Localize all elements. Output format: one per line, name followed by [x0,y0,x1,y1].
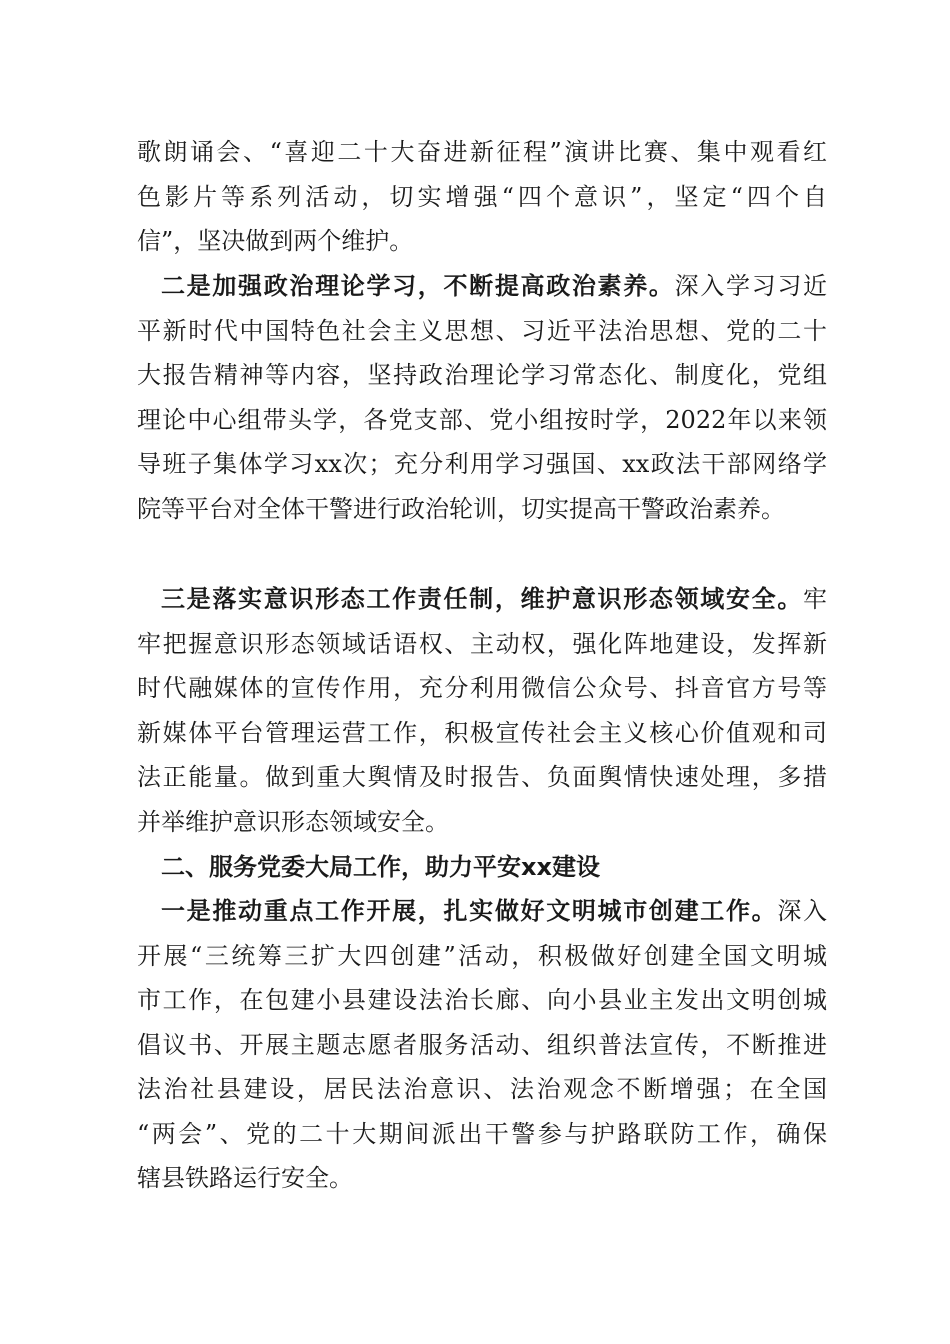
paragraph-line: 市工作，在包建小县建设法治长廊、向小县业主发出文明创城 [137,986,827,1014]
paragraph-first-line [137,577,827,622]
paragraph-first-line-rest: 深入 [777,897,828,925]
paragraph-line: 牢把握意识形态领域话语权、主动权，强化阵地建设，发挥新 [137,629,827,658]
paragraph-line: 信”，坚决做到两个维护。 [137,227,414,255]
paragraph-line: 法正能量。做到重大舆情及时报告、负面舆情快速处理，多措 [137,763,827,791]
paragraph-line: 导班子集体学习xx次；充分利用学习强国、xx政法干部网络学 [137,450,827,478]
paragraph-line: 平新时代中国特色社会主义思想、习近平法治思想、党的二十 [137,316,827,345]
paragraph-line: 歌朗诵会、“喜迎二十大奋进新征程”演讲比赛、集中观看红 [137,138,827,166]
paragraph-civilization [137,889,827,1201]
paragraph-first-line [137,889,827,934]
paragraph-line: 开展“三统筹三扩大四创建”活动，积极做好创建全国文明城 [137,941,827,970]
paragraph-lead-sentence: 一是推动重点工作开展，扎实做好文明城市创建工作。 [161,897,778,925]
paragraph-continued [137,130,827,264]
paragraph-first-line [137,264,827,309]
paragraph-lead-sentence: 二是加强政治理论学习，不断提高政治素养。 [161,272,675,300]
paragraph-line: 理论中心组带头学，各党支部、党小组按时学，2022年以来领 [137,405,827,434]
paragraph-line: 并举维护意识形态领域安全。 [137,807,449,836]
paragraph-line: “两会”、党的二十大期间派出干警参与护路联防工作，确保 [137,1119,827,1148]
paragraph-line: 院等平台对全体干警进行政治轮训，切实提高干警政治素养。 [137,494,785,523]
paragraph-lead-sentence: 三是落实意识形态工作责任制，维护意识形态领域安全。 [161,585,803,613]
paragraph-line: 辖县铁路运行安全。 [137,1164,353,1192]
paragraph-line: 色影片等系列活动，切实增强“四个意识”，坚定“四个自 [137,182,827,211]
paragraph-line: 倡议书、开展主题志愿者服务活动、组织普法宣传，不断推进 [137,1030,827,1059]
section-heading-block [137,845,827,890]
paragraph-line: 时代融媒体的宣传作用，充分利用微信公众号、抖音官方号等 [137,674,827,702]
paragraph-line: 大报告精神等内容，坚持政治理论学习常态化、制度化，党组 [137,361,827,389]
paragraph-theory-study [137,264,827,531]
paragraph-line: 新媒体平台管理运营工作，积极宣传社会主义核心价值观和司 [137,718,827,747]
paragraph-first-line-rest: 深入学习习近 [674,272,828,300]
paragraph-ideology [137,577,827,844]
paragraph-line: 法治社县建设，居民法治意识、法治观念不断增强；在全国 [137,1075,827,1103]
paragraph-first-line-rest: 牢 [803,585,827,613]
section-heading: 二、服务党委大局工作，助力平安xx建设 [161,853,600,881]
